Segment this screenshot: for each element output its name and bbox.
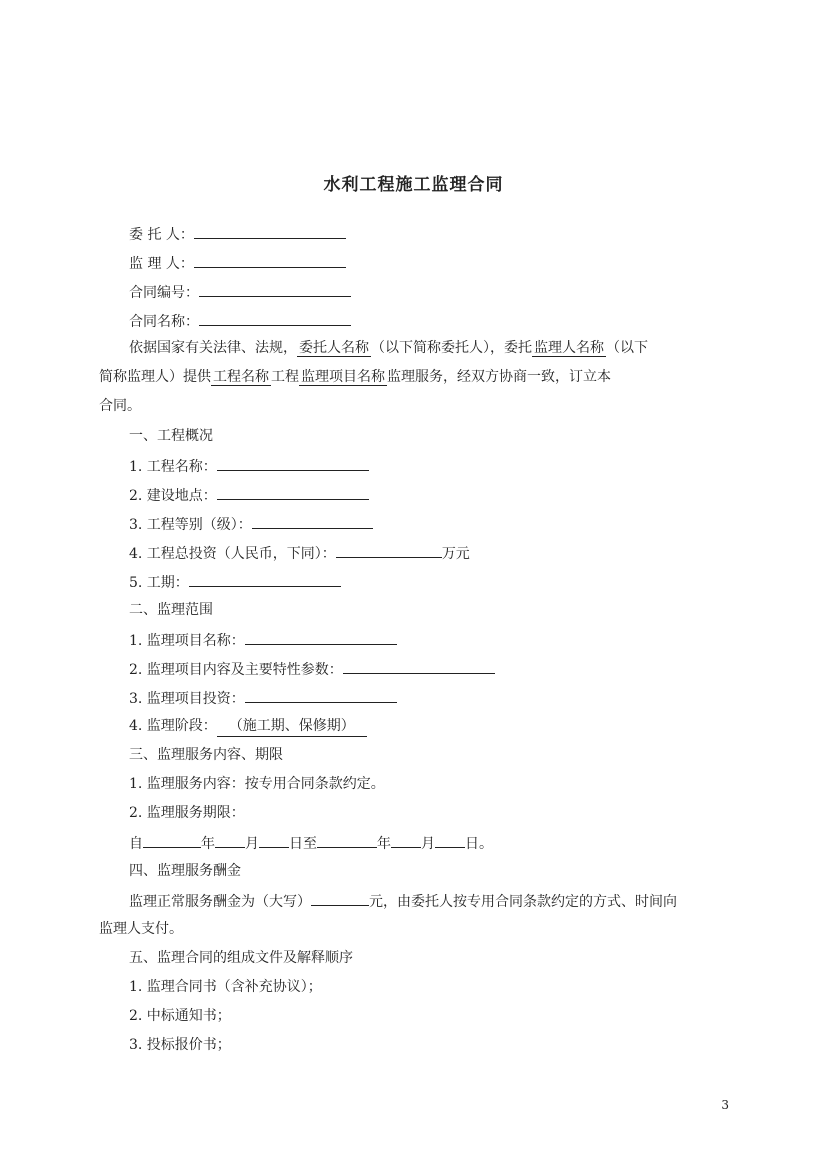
item-label: 4. 工程总投资（人民币，下同）： [129,546,336,562]
item-label: 5. 工期： [129,575,189,591]
blank-line[interactable] [391,832,421,848]
item-label: 3. 工程等别（级）： [129,517,252,533]
blank-line[interactable] [199,310,351,326]
placeholder-supervisor-name: 监理人名称 [534,340,604,356]
date-text: 自 [129,836,143,852]
blank-line[interactable] [143,832,201,848]
item-label: 2. 监理项目内容及主要特性参数： [129,662,343,678]
blank-line[interactable] [217,455,369,471]
placeholder-project-name: 工程名称 [213,369,269,385]
field-label: 合同编号： [129,285,199,301]
preamble-text: （以下 [606,340,648,356]
date-text: 月 [245,836,259,852]
document-title: 水利工程施工监理合同 [323,175,504,195]
section-heading-2: 二、监理范围 [129,602,213,618]
date-text: 年 [201,836,215,852]
blank-line[interactable] [189,571,341,587]
section-heading-3: 三、监理服务内容、期限 [129,747,283,763]
preamble-text: （以下简称委托人），委托 [371,340,532,356]
service-content-item: 1. 监理服务内容：按专用合同条款约定。 [129,776,385,792]
section-heading-4: 四、监理服务酬金 [129,863,241,879]
field-supervisor [129,252,346,274]
supervision-content-item [129,658,495,680]
section-heading-5: 五、监理合同的组成文件及解释顺序 [129,950,353,966]
blank-line[interactable] [194,252,346,268]
blank-line[interactable] [199,281,351,297]
preamble-text: 工程 [271,369,299,385]
preamble-line-1 [129,338,648,358]
site-item [129,484,369,506]
placeholder-supervision-item-name: 监理项目名称 [301,369,385,385]
preamble-text: 简称监理人）提供 [99,369,211,385]
fee-text: 元，由委托人按专用合同条款约定的方式、时间向 [369,894,677,910]
duration-item [129,571,341,593]
blank-line[interactable] [194,223,346,239]
date-text: 日至 [289,836,317,852]
page-number: 3 [721,1098,729,1112]
blank-line[interactable] [343,658,495,674]
field-contract-no [129,281,351,303]
service-period-item: 2. 监理服务期限： [129,805,245,821]
grade-item [129,513,373,535]
preamble-line-2 [99,367,611,387]
blank-line[interactable] [217,484,369,500]
fee-text: 监理正常服务酬金为（大写） [129,894,311,910]
date-text: 年 [377,836,391,852]
preamble-text: 依据国家有关法律、法规， [129,340,297,356]
field-client [129,223,346,245]
item-label: 1. 工程名称： [129,459,217,475]
doc-order-item: 1. 监理合同书（含补充协议）； [129,979,322,995]
project-name-item [129,455,369,477]
blank-line[interactable] [336,542,442,558]
item-label: 3. 监理项目投资： [129,691,245,707]
fee-line-2: 监理人支付。 [99,921,183,937]
fee-line-1 [129,890,677,912]
field-label: 委 托 人： [129,227,194,243]
section-heading-1: 一、工程概况 [129,428,213,444]
item-label: 1. 监理项目名称： [129,633,245,649]
supervision-name-item [129,629,397,651]
blank-line[interactable] [311,890,369,906]
unit-label: 万元 [441,546,470,562]
field-label: 合同名称： [129,314,199,330]
supervision-stage-item [129,716,367,737]
field-label: 监 理 人： [129,256,194,272]
investment-item [129,542,470,564]
blank-line[interactable] [317,832,377,848]
blank-line[interactable] [215,832,245,848]
blank-line[interactable] [435,832,465,848]
doc-order-item: 3. 投标报价书； [129,1037,231,1053]
blank-line[interactable] [259,832,289,848]
service-period-dates [129,832,493,854]
preamble-line-3: 合同。 [99,398,141,414]
placeholder-client-name: 委托人名称 [299,340,369,356]
field-contract-name [129,310,351,332]
date-text: 日。 [465,836,493,852]
blank-line[interactable] [245,687,397,703]
blank-line[interactable] [252,513,373,529]
blank-line[interactable] [245,629,397,645]
date-text: 月 [421,836,435,852]
item-label: 2. 建设地点： [129,488,217,504]
stage-value: （施工期、保修期） [217,716,367,737]
item-label: 4. 监理阶段： [129,718,217,734]
supervision-investment-item [129,687,397,709]
doc-order-item: 2. 中标通知书； [129,1008,231,1024]
preamble-text: 监理服务，经双方协商一致，订立本 [387,369,611,385]
